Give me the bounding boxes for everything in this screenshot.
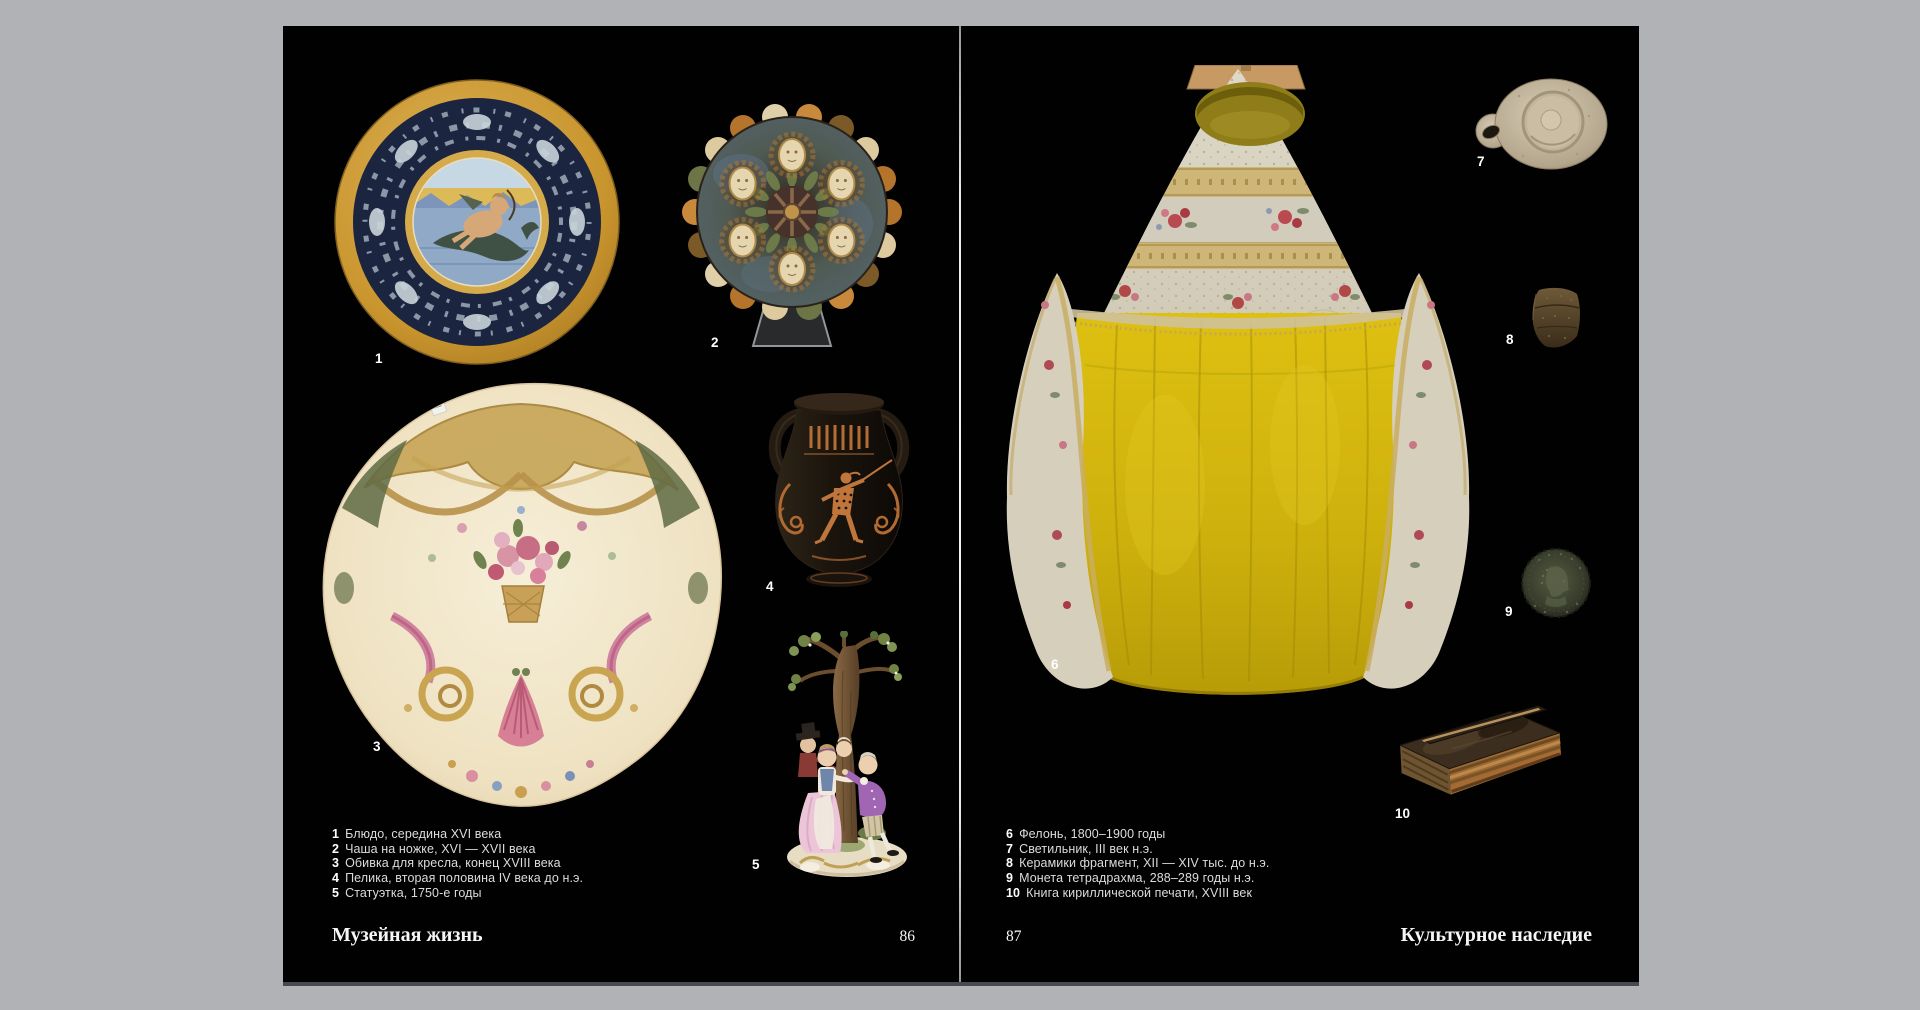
caption-line: 6 Фелонь, 1800–1900 годы: [1006, 827, 1166, 841]
figure-number: 2: [711, 335, 719, 350]
figure-number: 1: [375, 351, 383, 366]
caption-line: 3 Обивка для кресла, конец XVIII века: [332, 856, 561, 871]
footed-bowl-photo: [681, 104, 903, 352]
oil-lamp-photo: [1473, 76, 1609, 176]
caption-line: 1 Блюдо, середина XVI века: [332, 827, 502, 841]
figure-number: 9: [1505, 604, 1513, 619]
caption-line: 10 Книга кириллической печати, XVIII век: [1006, 885, 1253, 900]
section-title: Музейная жизнь: [332, 924, 483, 946]
caption-list: [1006, 827, 1269, 901]
caption-line: 7 Светильник, III век н.э.: [1006, 841, 1153, 856]
figure-number: 6: [1051, 657, 1059, 672]
old-book-photo: [1393, 701, 1569, 819]
caption-list: [332, 827, 583, 901]
caption-line: 8 Керамики фрагмент, XII — XIV тыс. до н.э.: [1006, 856, 1270, 871]
figure-number: 3: [373, 739, 381, 754]
page-footer: [332, 924, 915, 947]
section-title: Культурное наследие: [1400, 924, 1592, 946]
ceramic-fragment-photo: [1525, 284, 1587, 354]
figure-number: 7: [1477, 154, 1485, 169]
page-right: [961, 26, 1639, 982]
figure-number: 10: [1395, 806, 1411, 821]
pelike-vase-photo: [760, 388, 918, 598]
caption-line: 4 Пелика, вторая половина IV века до н.э.: [332, 871, 584, 886]
figure-number: 4: [766, 579, 774, 594]
page-left: [283, 26, 959, 982]
page-number: 87: [1006, 928, 1022, 945]
book-spread: [283, 26, 1639, 982]
caption-line: 5 Статуэтка, 1750-е годы: [332, 885, 482, 900]
tetradrachm-coin-photo: [1519, 546, 1593, 620]
caption-line: 9 Монета тетрадрахма, 288–289 годы н.э.: [1006, 871, 1255, 886]
page-number: 86: [899, 928, 915, 945]
caption-line: 2 Чаша на ножке, XVI — XVII века: [332, 841, 536, 856]
majolica-plate-photo: [333, 78, 621, 366]
page-footer: [1006, 924, 1592, 947]
figure-number: 8: [1506, 332, 1514, 347]
porcelain-figurine-photo: [780, 631, 915, 879]
figure-number: 5: [752, 857, 760, 872]
phelonion-vestment-photo: [1005, 65, 1471, 697]
